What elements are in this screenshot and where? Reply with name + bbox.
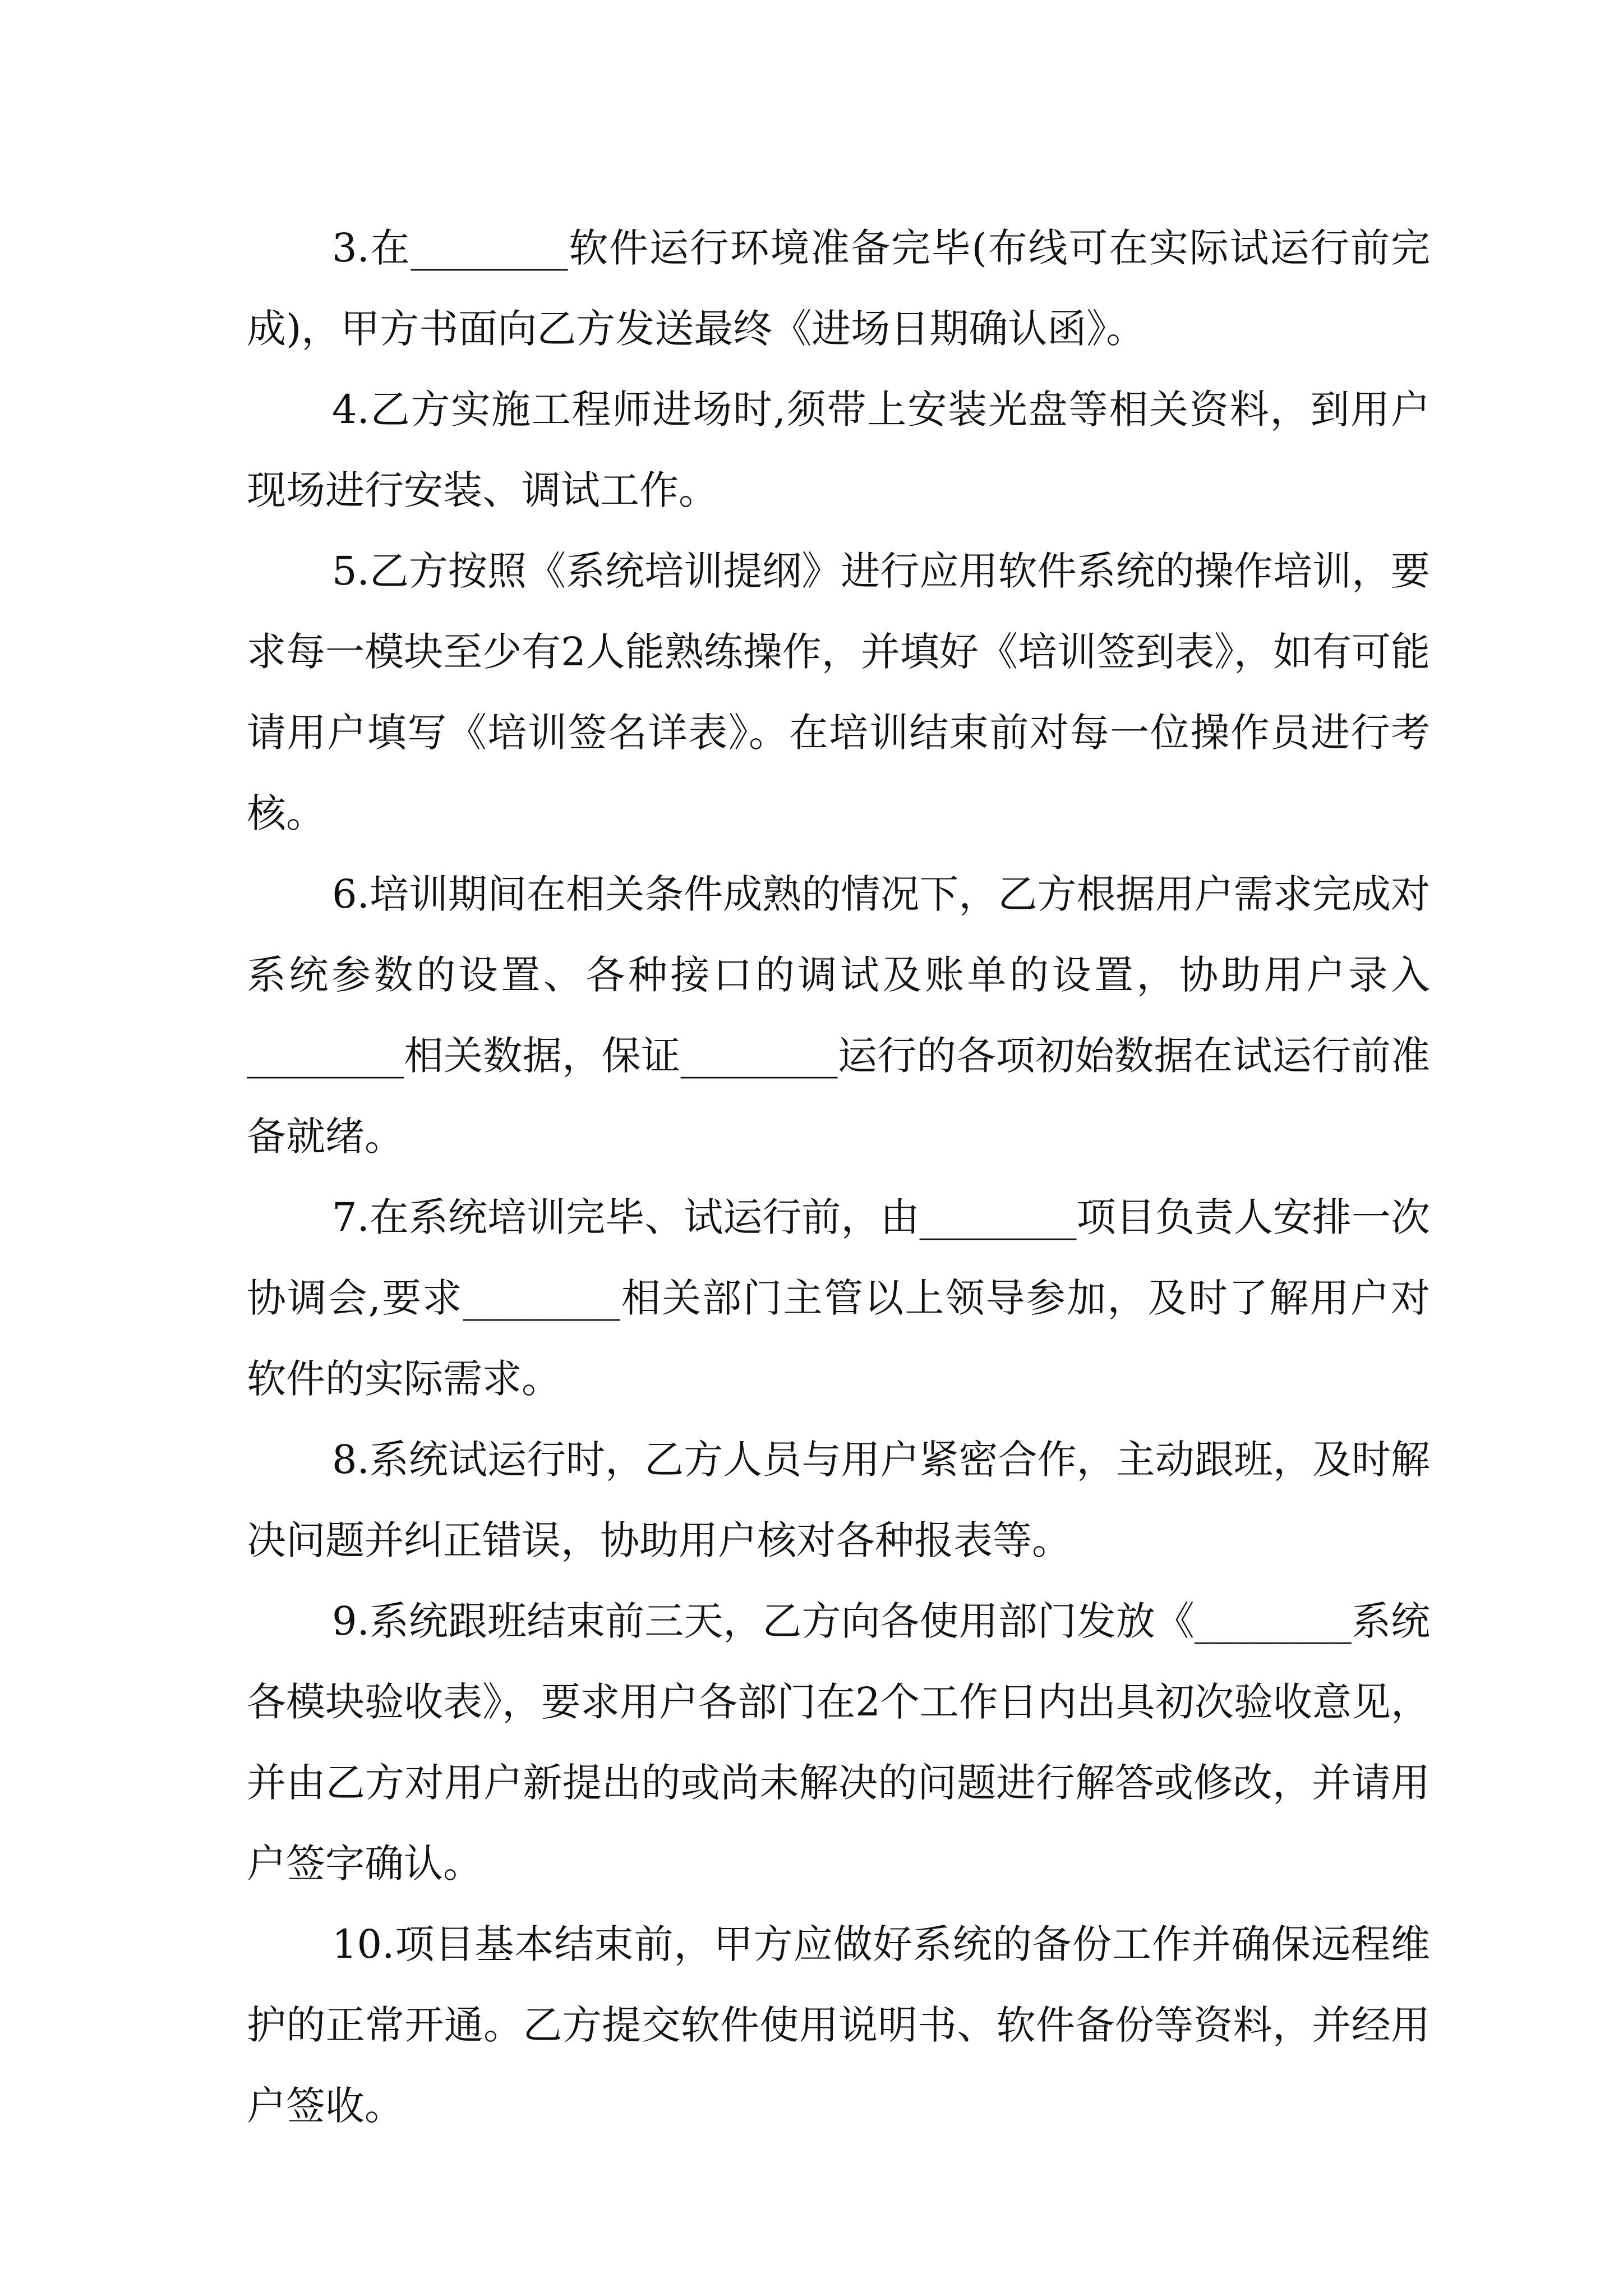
paragraph-10: 10.项目基本结束前，甲方应做好系统的备份工作并确保远程维护的正常开通。乙方提交软件使用说明书、软件备份等资料，并经用户签收。 xyxy=(247,1921,1430,2129)
paragraph-6: 6.培训期间在相关条件成熟的情况下，乙方根据用户需求完成对系统参数的设置、各种接口的调试及账单的设置，协助用户录入________相关数据，保证________运行的各项初始数据在试运行前准备就绪。 xyxy=(247,871,1430,1159)
document-body xyxy=(247,208,1430,2146)
paragraph-3: 3.在________软件运行环境准备完毕(布线可在实际试运行前完成)，甲方书面向乙方发送最终《进场日期确认函》。 xyxy=(247,225,1430,352)
paragraph-9: 9.系统跟班结束前三天，乙方向各使用部门发放《________系统各模块验收表》，要求用户各部门在2个工作日内出具初次验收意见，并由乙方对用户新提出的或尚未解决的问题进行解答或修改，并请用户签字确认。 xyxy=(247,1598,1430,1887)
paragraph-5: 5.乙方按照《系统培训提纲》进行应用软件系统的操作培训，要求每一模块至少有2人能熟练操作，并填好《培训签到表》，如有可能请用户填写《培训签名详表》。在培训结束前对每一位操作员进行考核。 xyxy=(247,548,1430,836)
paragraph-8: 8.系统试运行时，乙方人员与用户紧密合作，主动跟班，及时解决问题并纠正错误，协助用户核对各种报表等。 xyxy=(247,1437,1430,1563)
paragraph-7: 7.在系统培训完毕、试运行前，由________项目负责人安排一次协调会,要求________相关部门主管以上领导参加，及时了解用户对软件的实际需求。 xyxy=(247,1194,1430,1402)
paragraph-4: 4.乙方实施工程师进场时,须带上安装光盘等相关资料，到用户现场进行安装、调试工作。 xyxy=(247,386,1430,513)
